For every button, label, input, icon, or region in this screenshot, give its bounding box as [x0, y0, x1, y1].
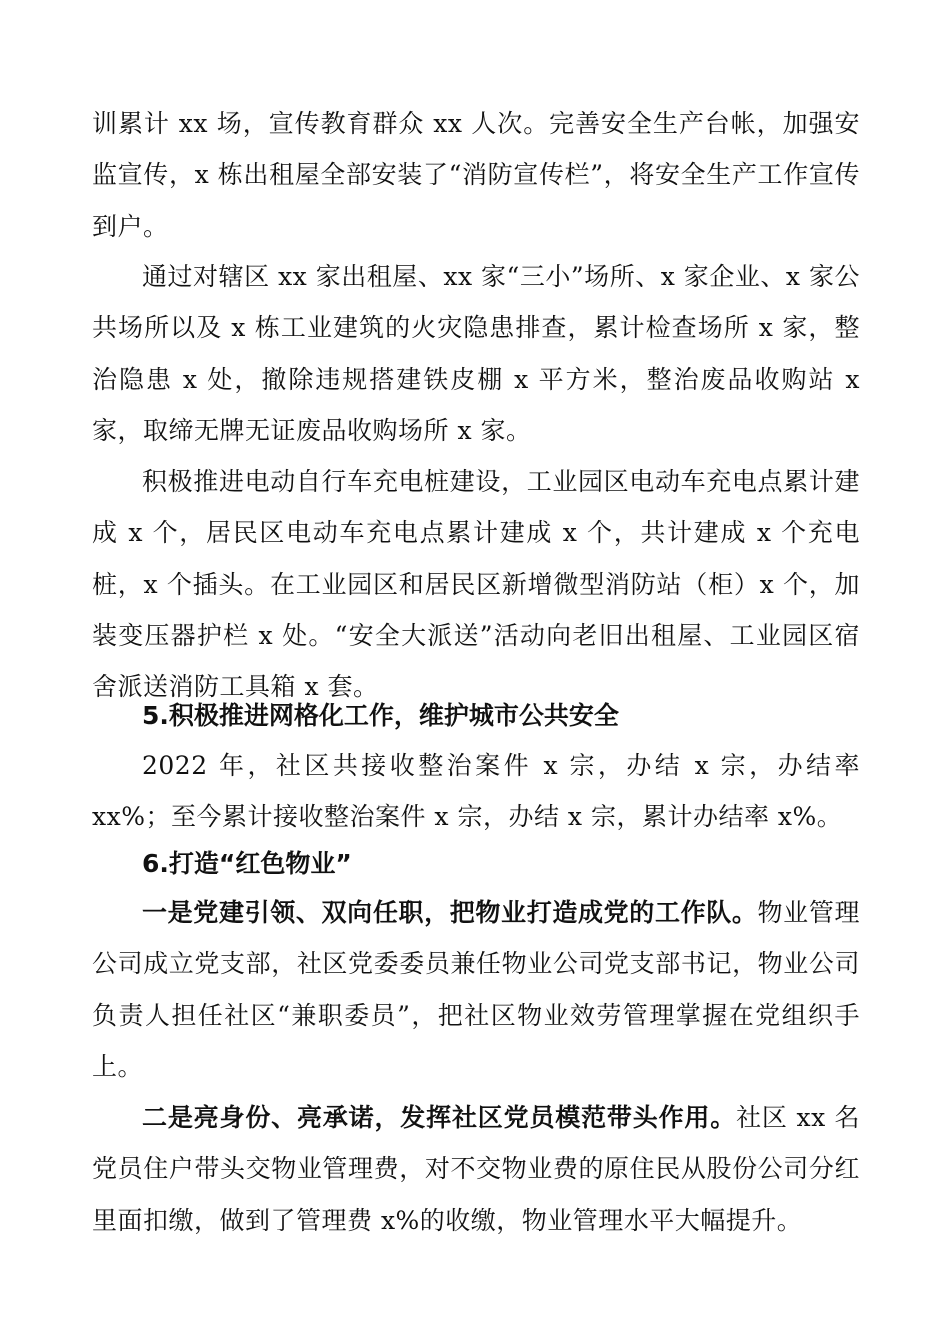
paragraph-3: 积极推进电动自行车充电桩建设，工业园区电动车充电点累计建成 x 个，居民区电动车充电点累计建成 x 个，共计建成 x 个充电桩，x 个插头。在工业园区和居民区新增微型消防站（柜）x 个，加装变压器护栏 x 处。“安全大派送”活动向老旧出租屋、工业园区宿舍派送消防工具箱 x 套。 — [92, 467, 860, 702]
paragraph-6-lead: 二是亮身份、亮承诺，发挥社区党员模范带头作用。 — [142, 1103, 737, 1132]
paragraph-6 — [92, 1092, 860, 1246]
paragraph-4: 2022 年，社区共接收整治案件 x 宗，办结 x 宗，办结率 xx%；至今累计接收整治案件 x 宗，办结 x 宗，累计办结率 x%。 — [92, 751, 860, 832]
section-heading-5: 5.积极推进网格化工作，维护城市公共安全 — [142, 701, 619, 730]
paragraph-6-body: 社区 xx 名党员住户带头交物业管理费，对不交物业费的原住民从股份公司分红里面扣缴，做到了管理费 x%的收缴，物业管理水平大幅提升。 — [92, 1103, 860, 1235]
section-heading-6: 6.打造“红色物业” — [142, 849, 352, 878]
paragraph-5-lead: 一是党建引领、双向任职，把物业打造成党的工作队。 — [142, 898, 758, 927]
paragraph-5 — [92, 887, 860, 1092]
paragraph-2: 通过对辖区 xx 家出租屋、xx 家“三小”场所、x 家企业、x 家公共场所以及 x 栋工业建筑的火灾隐患排查，累计检查场所 x 家，整治隐患 x 处，撤除违规搭建铁皮棚 x 平方米，整治废品收购站 x 家，取缔无牌无证废品收购场所 x 家。 — [92, 262, 860, 445]
paragraph-5-body: 物业管理公司成立党支部，社区党委委员兼任物业公司党支部书记，物业公司负责人担任社区“兼职委员”，把社区物业效劳管理掌握在党组织手上。 — [92, 898, 860, 1081]
paragraph-1: 训累计 xx 场，宣传教育群众 xx 人次。完善安全生产台帐，加强安监宣传，x 栋出租屋全部安装了“消防宣传栏”，将安全生产工作宣传到户。 — [92, 109, 860, 241]
